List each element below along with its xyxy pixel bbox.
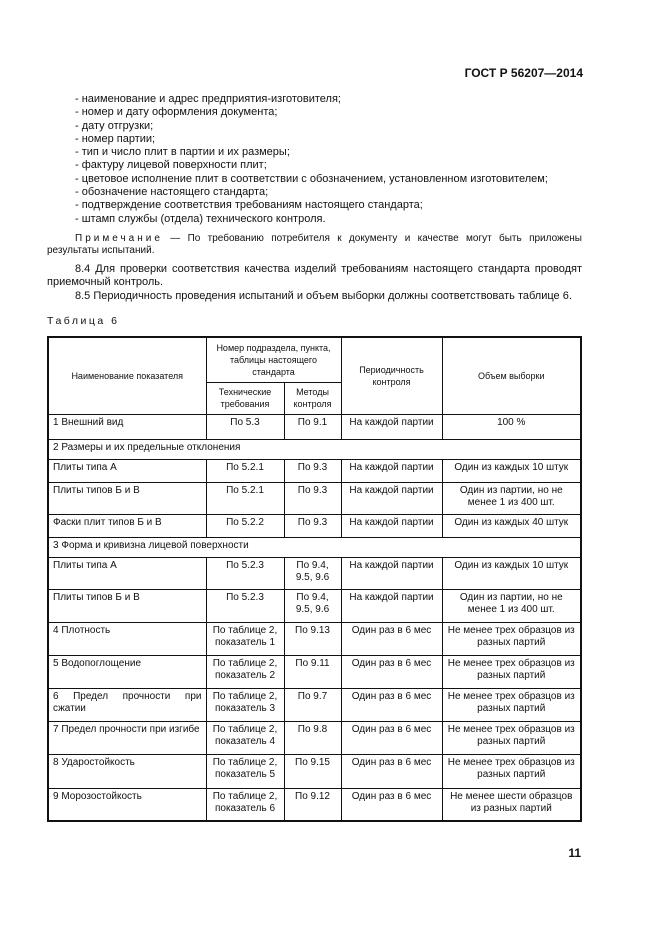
header-group: Номер подраздела, пункта, таблицы настоящего стандарта <box>206 337 341 382</box>
header-sample: Объем выборки <box>442 337 581 414</box>
sample-cell: Один из партии, но не менее 1 из 400 шт. <box>442 589 581 622</box>
list-item: - цветовое исполнение плит в соответствии с обозначением, установленном изготовителем; <box>75 172 548 185</box>
table-row <box>48 788 581 821</box>
name-cell: 7 Предел прочности при изгибе <box>48 721 206 754</box>
table-row <box>48 414 581 439</box>
name-cell: 6 Предел прочности при сжатии <box>48 688 206 721</box>
tech-cell: По 5.3 <box>206 414 284 439</box>
method-cell: По 9.4, 9.5, 9.6 <box>284 557 341 589</box>
method-cell: По 9.3 <box>284 514 341 537</box>
note-text: — По требованию потребителя к документу и качестве могут быть приложены результаты испытаний. <box>47 232 582 256</box>
tech-cell: По таблице 2, показатель 1 <box>206 622 284 655</box>
list-item: - штамп службы (отдела) технического контроля. <box>75 212 326 225</box>
period-cell: Один раз в 6 мес <box>341 655 442 688</box>
paragraph-8-4: 8.4 Для проверки соответствия качества изделий требованиям настоящего стандарта проводят приемочный контроль. <box>47 262 582 289</box>
method-cell: По 9.3 <box>284 459 341 482</box>
period-cell: Один раз в 6 мес <box>341 788 442 821</box>
table-row <box>48 589 581 622</box>
table-row <box>48 482 581 514</box>
sample-cell: Один из каждых 10 штук <box>442 459 581 482</box>
sample-cell: 100 % <box>442 414 581 439</box>
section-cell: 3 Форма и кривизна лицевой поверхности <box>48 537 581 557</box>
tech-cell: По таблице 2, показатель 4 <box>206 721 284 754</box>
note-label: Примечание <box>75 232 163 244</box>
tech-cell: По таблице 2, показатель 5 <box>206 754 284 788</box>
table-6 <box>47 336 582 822</box>
document-header: ГОСТ Р 56207—2014 <box>464 66 583 80</box>
table-row <box>48 514 581 537</box>
method-cell: По 9.15 <box>284 754 341 788</box>
note <box>47 233 582 257</box>
table-row <box>48 721 581 754</box>
name-cell: 8 Ударостойкость <box>48 754 206 788</box>
name-cell: Плиты типа А <box>48 557 206 589</box>
period-cell: На каждой партии <box>341 482 442 514</box>
tech-cell: По таблице 2, показатель 3 <box>206 688 284 721</box>
tech-cell: По 5.2.1 <box>206 459 284 482</box>
method-cell: По 9.4, 9.5, 9.6 <box>284 589 341 622</box>
method-cell: По 9.1 <box>284 414 341 439</box>
table-row <box>48 655 581 688</box>
period-cell: Один раз в 6 мес <box>341 754 442 788</box>
period-cell: Один раз в 6 мес <box>341 721 442 754</box>
method-cell: По 9.13 <box>284 622 341 655</box>
sample-cell: Не менее трех образцов из разных партий <box>442 721 581 754</box>
sample-cell: Не менее трех образцов из разных партий <box>442 622 581 655</box>
tech-cell: По таблице 2, показатель 6 <box>206 788 284 821</box>
table-caption: Таблица 6 <box>47 315 120 328</box>
table-row <box>48 537 581 557</box>
list-item: - дату отгрузки; <box>75 119 154 132</box>
list-item: - номер партии; <box>75 132 156 145</box>
period-cell: Один раз в 6 мес <box>341 688 442 721</box>
list-item: - подтверждение соответствия требованиям настоящего стандарта; <box>75 199 423 212</box>
method-cell: По 9.12 <box>284 788 341 821</box>
sample-cell: Не менее трех образцов из разных партий <box>442 688 581 721</box>
header-name: Наименование показателя <box>48 337 206 414</box>
list-item: - тип и число плит в партии и их размеры; <box>75 146 290 159</box>
period-cell: На каждой партии <box>341 414 442 439</box>
section-cell: 2 Размеры и их предельные отклонения <box>48 439 581 459</box>
list-item: - наименование и адрес предприятия-изготовителя; <box>75 93 341 105</box>
tech-cell: По 5.2.3 <box>206 557 284 589</box>
header-tech: Технические требования <box>206 382 284 414</box>
sample-cell: Один из каждых 40 штук <box>442 514 581 537</box>
sample-cell: Один из партии, но не менее 1 из 400 шт. <box>442 482 581 514</box>
list-item: - обозначение настоящего стандарта; <box>75 186 269 199</box>
list-item: - номер и дату оформления документа; <box>75 106 278 119</box>
name-cell: 9 Морозостойкость <box>48 788 206 821</box>
tech-cell: По 5.2.3 <box>206 589 284 622</box>
method-cell: По 9.11 <box>284 655 341 688</box>
tech-cell: По таблице 2, показатель 2 <box>206 655 284 688</box>
name-cell: Фаски плит типов Б и В <box>48 514 206 537</box>
requirements-list <box>47 93 582 226</box>
period-cell: На каждой партии <box>341 557 442 589</box>
header-period: Периодичность контроля <box>341 337 442 414</box>
header-methods: Методы контроля <box>284 382 341 414</box>
period-cell: Один раз в 6 мес <box>341 622 442 655</box>
table-row <box>48 754 581 788</box>
tech-cell: По 5.2.1 <box>206 482 284 514</box>
name-cell: Плиты типов Б и В <box>48 482 206 514</box>
sample-cell: Не менее шести образцов из разных партий <box>442 788 581 821</box>
name-cell: Плиты типа А <box>48 459 206 482</box>
name-cell: Плиты типов Б и В <box>48 589 206 622</box>
name-cell: 4 Плотность <box>48 622 206 655</box>
table-row <box>48 459 581 482</box>
method-cell: По 9.3 <box>284 482 341 514</box>
table-row <box>48 557 581 589</box>
tech-cell: По 5.2.2 <box>206 514 284 537</box>
sample-cell: Не менее трех образцов из разных партий <box>442 655 581 688</box>
table-row <box>48 622 581 655</box>
sample-cell: Не менее трех образцов из разных партий <box>442 754 581 788</box>
paragraph-8-5: 8.5 Периодичность проведения испытаний и объем выборки должны соответствовать таблице 6. <box>75 289 572 302</box>
period-cell: На каждой партии <box>341 459 442 482</box>
document-body <box>47 93 582 822</box>
table-row <box>48 688 581 721</box>
period-cell: На каждой партии <box>341 514 442 537</box>
name-cell: 5 Водопоглощение <box>48 655 206 688</box>
period-cell: На каждой партии <box>341 589 442 622</box>
method-cell: По 9.8 <box>284 721 341 754</box>
name-cell: 1 Внешний вид <box>48 414 206 439</box>
method-cell: По 9.7 <box>284 688 341 721</box>
list-item: - фактуру лицевой поверхности плит; <box>75 159 267 172</box>
page-number: 11 <box>568 846 581 860</box>
sample-cell: Один из каждых 10 штук <box>442 557 581 589</box>
table-row <box>48 439 581 459</box>
